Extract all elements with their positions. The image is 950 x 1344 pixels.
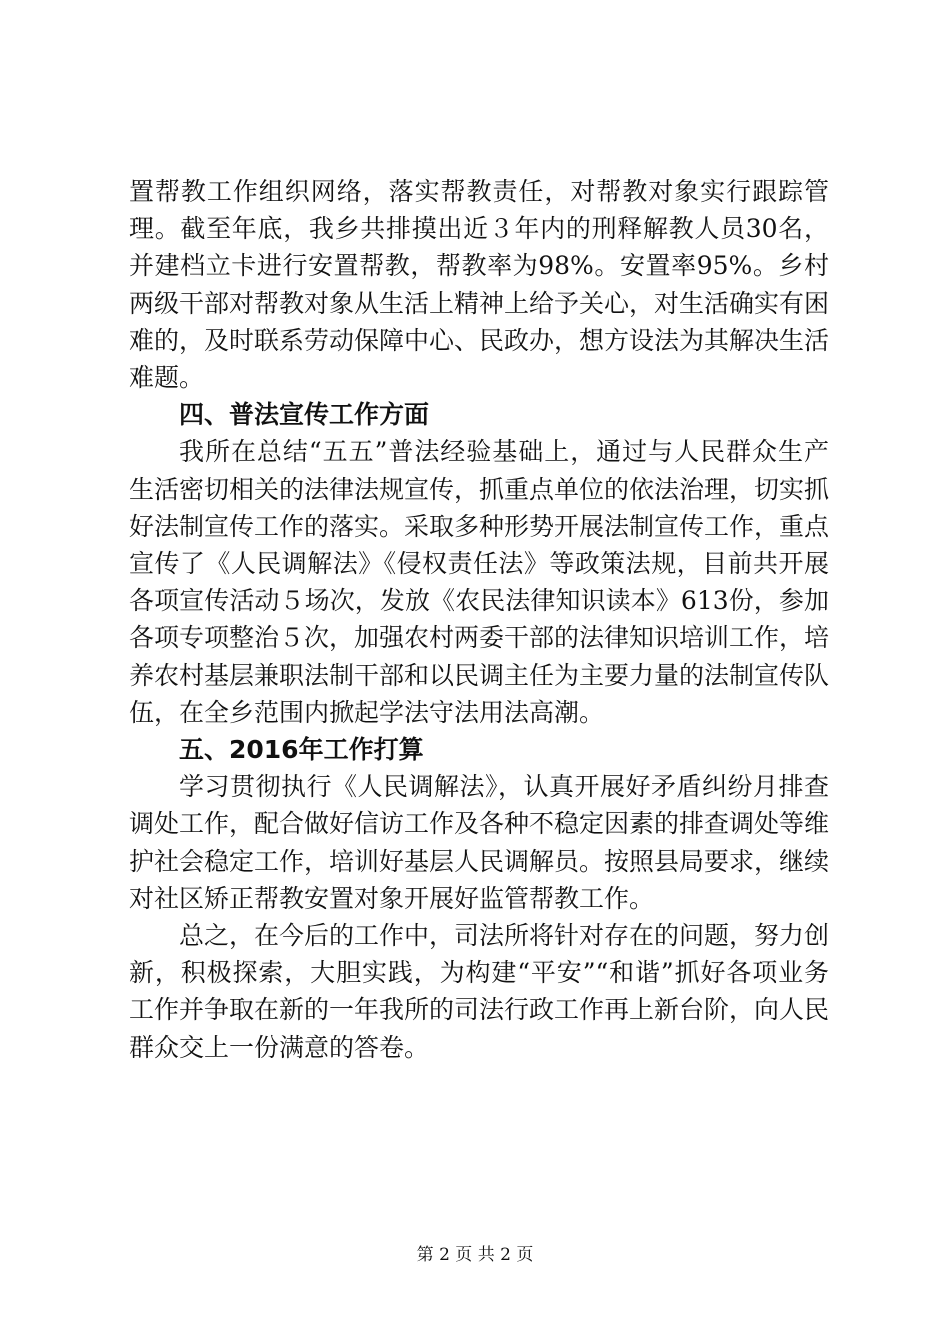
paragraph-continuation: 置帮教工作组织网络，落实帮教责任，对帮教对象实行跟踪管理。截至年底，我乡共排摸出近３年内的刑释解教人员30名，并建档立卡进行安置帮教，帮教率为98%。安置率95%。乡村两级干部对帮教对象从生活上精神上给予关心，对生活确实有困难的，及时联系劳动保障中心、民政办，想方设法为其解决生活难题。 bbox=[129, 177, 830, 393]
section-heading-legal-publicity: 四、普法宣传工作方面 bbox=[179, 400, 430, 430]
paragraph-legal-publicity: 我所在总结“五五”普法经验基础上，通过与人民群众生产生活密切相关的法律法规宣传，抓重点单位的依法治理，切实抓好法制宣传工作的落实。采取多种形势开展法制宣传工作，重点宣传了《人民调解法》《侵权责任法》等政策法规，目前共开展各项宣传活动５场次，发放《农民法律知识读本》613份，参加各项专项整治５次，加强农村两委干部的法律知识培训工作，培养农村基层兼职法制干部和以民调主任为主要力量的法制宣传队伍，在全乡范围内掀起学法守法用法高潮。 bbox=[129, 437, 830, 727]
page-footer: 第 2 页 共 2 页 bbox=[416, 1245, 534, 1265]
document-body bbox=[129, 173, 829, 1066]
paragraph-conclusion: 总之，在今后的工作中，司法所将针对存在的问题，努力创新，积极探索，大胆实践，为构建“平安”“和谐”抓好各项业务工作并争取在新的一年我所的司法行政工作再上新台阶，向人民群众交上一份满意的答卷。 bbox=[129, 921, 830, 1062]
paragraph-work-plan: 学习贯彻执行《人民调解法》，认真开展好矛盾纠纷月排查调处工作，配合做好信访工作及各种不稳定因素的排查调处等维护社会稳定工作，培训好基层人民调解员。按照县局要求，继续对社区矫正帮教安置对象开展好监管帮教工作。 bbox=[129, 772, 830, 913]
section-heading-work-plan: 五、2016年工作打算 bbox=[179, 735, 424, 765]
